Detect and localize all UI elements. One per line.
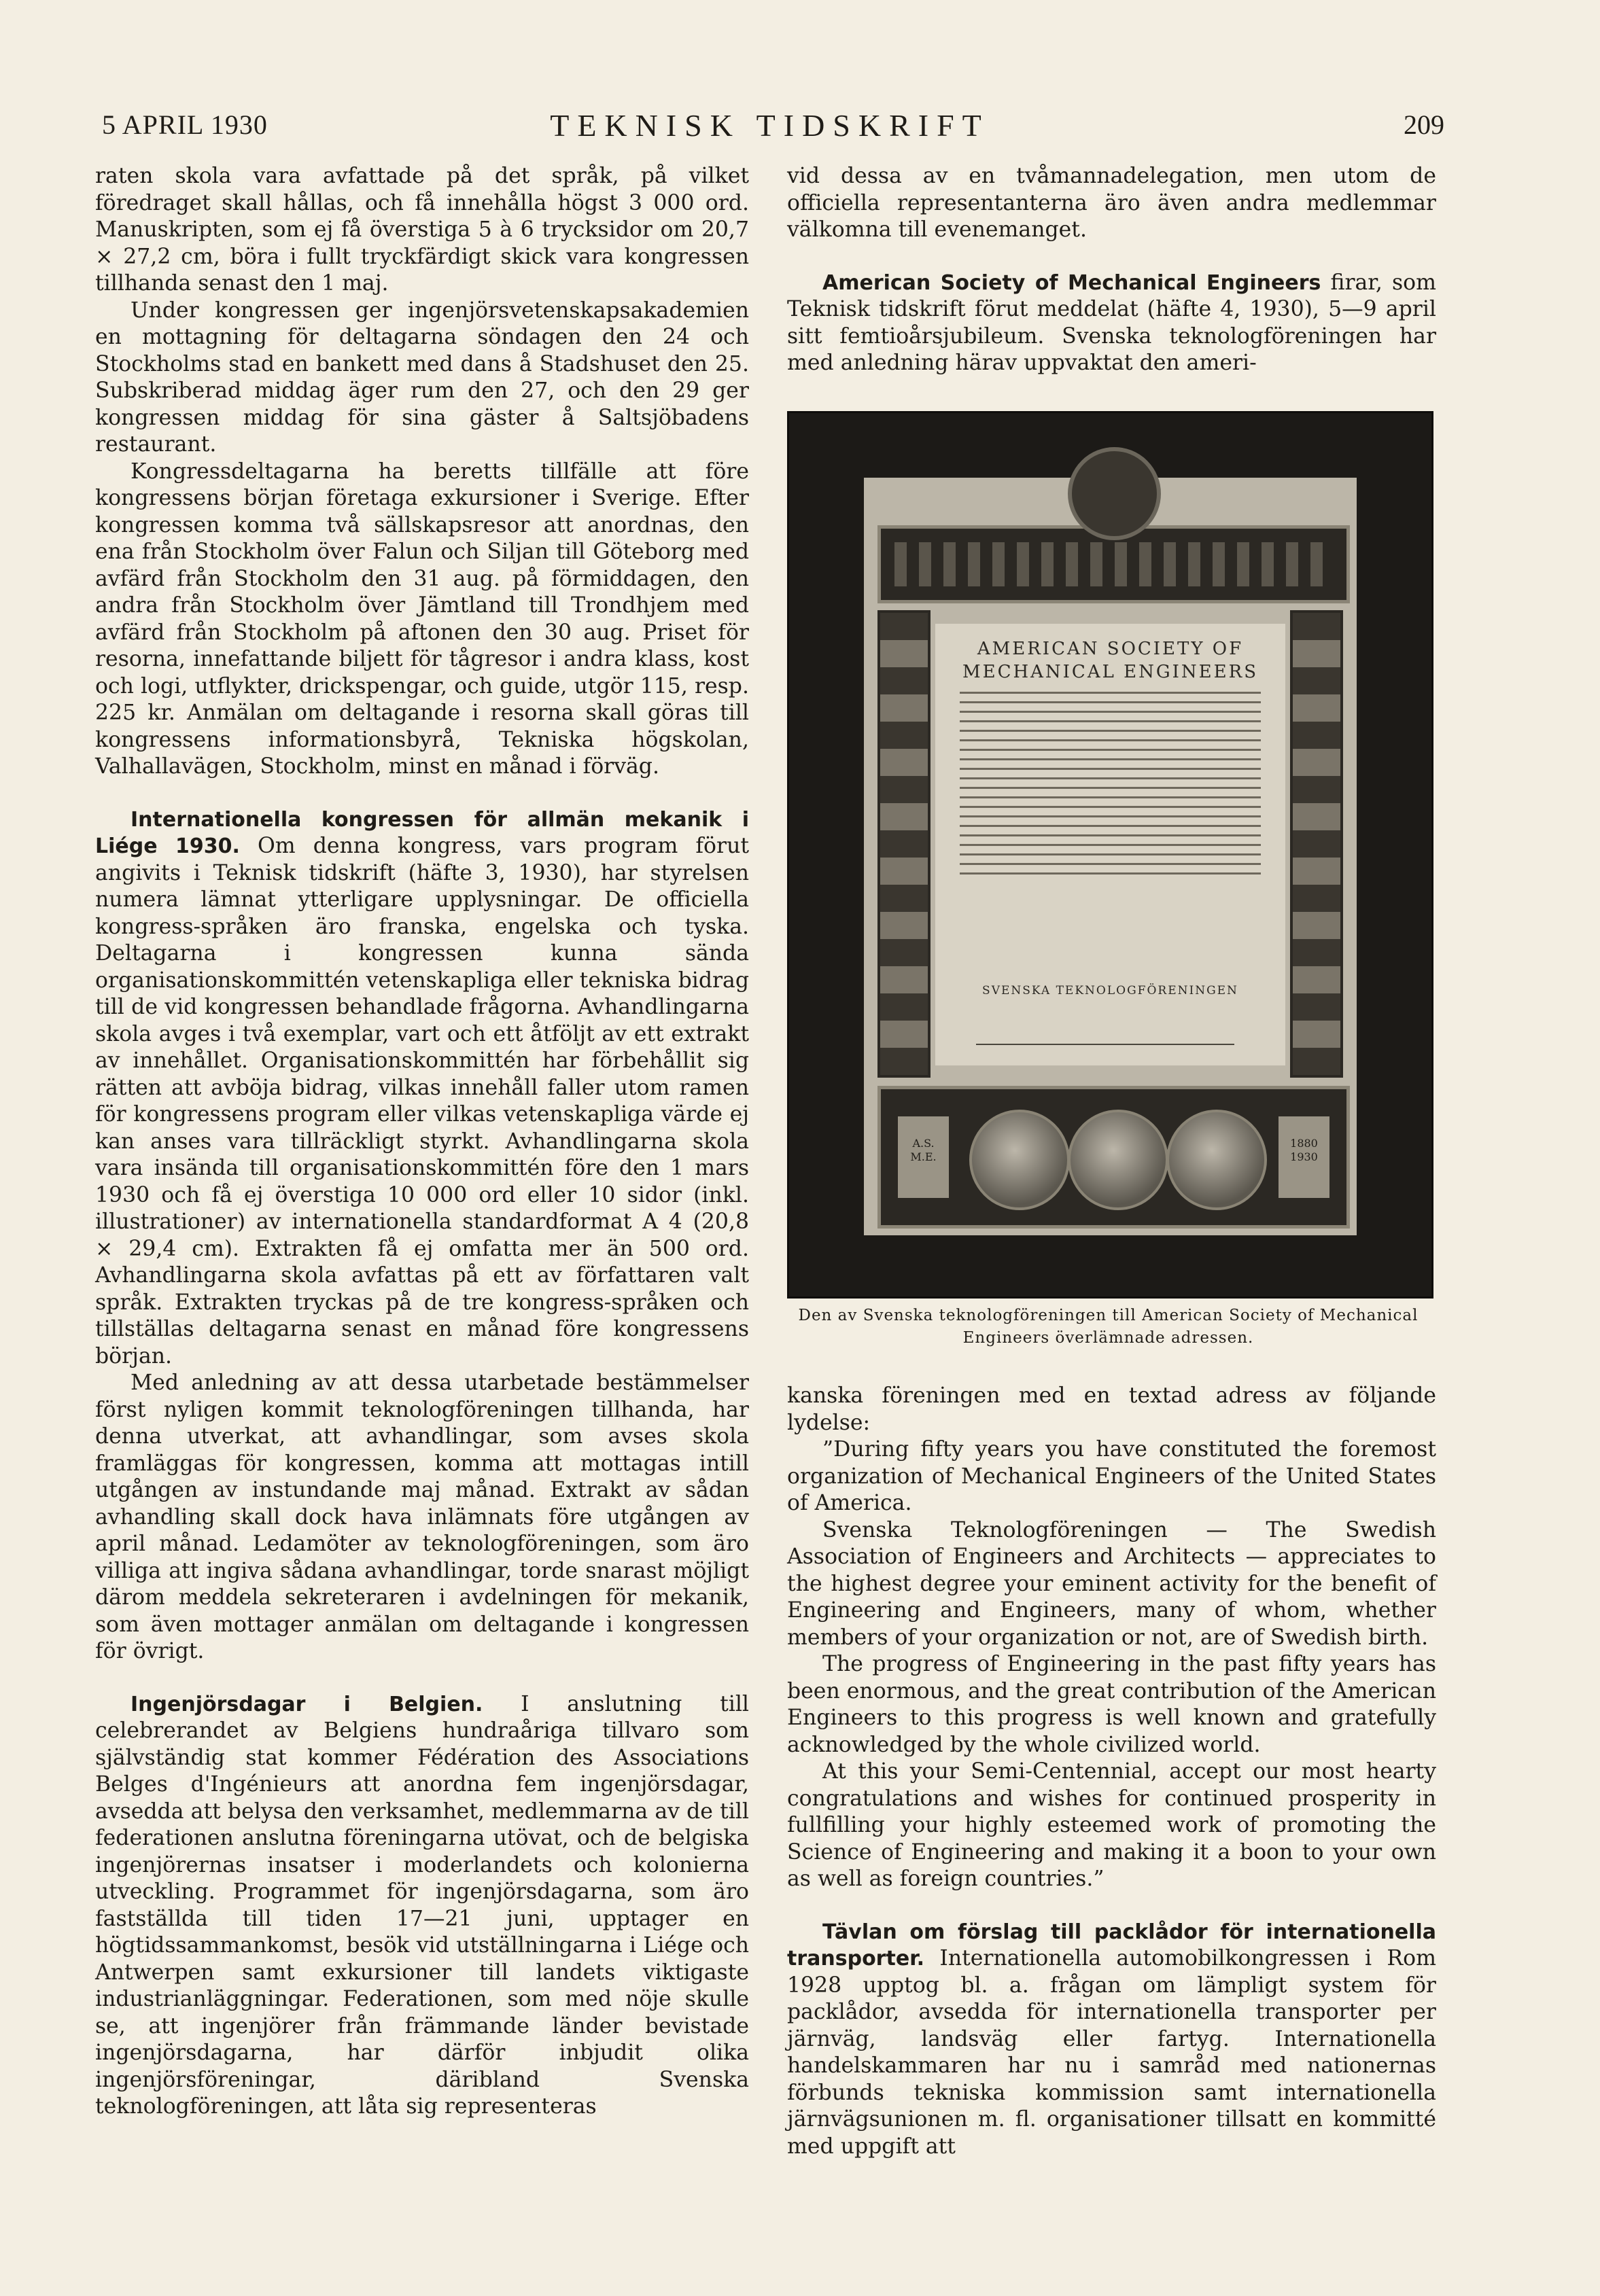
section-heading: Tävlan om förslag till packlådor för internationella transporter.	[787, 1920, 1436, 1971]
section-heading: Internationella kongressen för allmän mekanik i Liége 1930.	[95, 807, 749, 858]
portrait-medal	[1166, 1110, 1267, 1210]
paragraph: Med anledning av att dessa utarbetade bestämmelser först nyligen kommit teknologföreningen tillhanda, har denna utverkat, att avhandlingar, som avses skola framläggas för kongressen, komma att mottagas intill utgången av instundande maj månad. Extrakt av sådan avhandling skall dock hava inlämnats före utgången av april månad. Ledamöter av teknologföreningen, som äro villiga att ingiva sådana avhandlingar, torde snarast möjligt därom meddela sekreteraren i avdelningen för mekanik, som även mottager anmälan om deltagande i kongressen för övrigt.	[95, 1371, 749, 1663]
paragraph: At this your Semi-Centennial, accept our most hearty congratulations and wishes for continued prosperity in fullfilling your highly esteemed work of promoting the Science of Engineering and making it a boon to your own as well as foreign countries.”	[787, 1759, 1436, 1891]
section-body: Internationella automobilkongressen i Rom 1928 upptog bl. a. frågan om lämpligt system för packlådor, avsedda för internationella transporter per järnväg, landsväg eller fartyg. Internationella handelskammaren har nu i samråd med nationernas förbunds tekniska kommission samt internationella järnvägsunionen m. fl. organisationer tillsatt en kommitté med uppgift att	[787, 1946, 1436, 2159]
address-signoff: SVENSKA TEKNOLOGFÖRENINGEN	[982, 984, 1238, 997]
section-body: firar, som Teknisk tidskrift förut meddelat (häfte 4, 1930), 5—9 april sitt femtioårsjubileum. Svenska teknologföreningen har med anledning härav uppvaktat den ameri-	[787, 270, 1436, 375]
plaque-right: 1880 1930	[1279, 1116, 1329, 1198]
section-paragraph	[95, 807, 749, 1371]
paragraph: vid dessa av en tvåmannadelegation, men utom de officiella representanterna äro även andra medlemmar välkomna till evenemanget.	[787, 164, 1436, 242]
section-body: I anslutning till celebrerandet av Belgiens hundraåriga tillvaro som självständig stat kommer Fédération des Associations Belges d'Ingénieurs att anordna fem ingenjörsdagar, avsedda att belysa den verksamhet, medlemmarna av de till federationen anslutna föreningarna utövat, och de belgiska ingenjörernas insatser i moderlandets och kolonierna utveckling. Programmet för ingenjörsdagarna, som äro fastställda till tiden 17—21 juni, upptager en högtidssammankomst, besök vid utställningarna i Liége och Antwerpen samt exkursioner till landets viktigaste industrianläggningar. Federationen, som med nöje skulle se, att ingenjörer från främmande länder bevistade ingenjörsdagarna, har därför inbjudit olika ingenjörsföreningar, däribland Svenska teknologföreningen, att låta sig representeras	[95, 1691, 749, 2119]
signatures	[976, 996, 1234, 1045]
issue-date: 5 APRIL 1930	[102, 109, 268, 140]
portrait-medal	[969, 1110, 1070, 1210]
paragraph: Svenska Teknologföreningen — The Swedish Association of Engineers and Architects — appreciates to the highest degree your eminent activity for the benefit of Engineering and Engineers, many of whom, whether members of your organization or not, are of Swedish birth.	[787, 1517, 1436, 1650]
section-paragraph	[787, 270, 1436, 377]
plaque-left: A.S. M.E.	[898, 1116, 949, 1198]
paragraph: ”During fifty years you have constituted the foremost organization of Mechanical Engineers of the United States of America.	[787, 1437, 1436, 1515]
medallion	[1068, 447, 1161, 540]
ornamental-pillar-right	[1290, 610, 1343, 1078]
left-column	[95, 163, 749, 2121]
paragraph: raten skola vara avfattade på det språk, på vilket föredraget skall hållas, och få innehålla högst 3 000 ord. Manuskripten, som ej få överstiga 5 à 6 trycksidor om 20,7 × 27,2 cm, böra i fullt tryckfärdigt skick vara kongressen tillhanda senast den 1 maj.	[95, 164, 749, 296]
address-heading: AMERICAN SOCIETY OF MECHANICAL ENGINEERS	[962, 639, 1259, 682]
right-column-top	[787, 163, 1436, 377]
portrait-medal	[1068, 1110, 1168, 1210]
address-frame	[864, 478, 1357, 1235]
section-heading: Ingenjörsdagar i Belgien.	[131, 1692, 483, 1716]
page-header	[95, 102, 1444, 149]
paragraph: Kongressdeltagarna ha beretts tillfälle att före kongressens början företaga exkursioner i Sverige. Efter kongressen komma två sällskapsresor att anordnas, den ena från Stockholm över Falun och Siljan till Göteborg med avfärd från Stockholm den 31 aug. på förmiddagen, den andra från Stockholm över Jämtland till Trondhjem med avfärd från Stockholm på aftonen den 30 aug. Priset för resorna, innefattande biljett för tågresor i andra klass, kost och logi, utflykter, drickspengar, och guide, utgör 115, resp. 225 kr. Anmälan om deltagande i resorna skall göras till kongressens informationsbyrå, Tekniska högskolan, Valhallavägen, Stockholm, minst en månad i förväg.	[95, 459, 749, 779]
address-text-panel	[935, 624, 1285, 1065]
section-paragraph	[95, 1691, 749, 2121]
right-column-bottom	[787, 1383, 1436, 2160]
page-number: 209	[1404, 109, 1444, 140]
journal-title: TEKNISK TIDSKRIFT	[550, 108, 990, 143]
address-script-lines	[954, 692, 1266, 984]
figure-caption: Den av Svenska teknologföreningen till American Society of Mechanical Engineers överlämnade adressen.	[798, 1307, 1419, 1347]
paragraph: kanska föreningen med en textad adress av följande lydelse:	[787, 1383, 1436, 1435]
illuminated-address-photo	[787, 411, 1433, 1299]
paragraph: Under kongressen ger ingenjörsvetenskapsakademien en mottagning för deltagarna söndagen den 24 och Stockholms stad en bankett med dans å Stadshuset den 25. Subskriberad middag äger rum den 27, och den 29 ger kongressen middag för sina gäster å Saltsjöbadens restaurant.	[95, 298, 749, 457]
medal-band	[877, 1086, 1350, 1229]
section-body: Om denna kongress, vars program förut angivits i Teknisk tidskrift (häfte 3, 1930), har styrelsen numera lämnat ytterligare upplysningar. De officiella kongress-språken äro franska, engelska och tyska. Deltagarna i kongressen kunna sända organisationskommittén vetenskapliga eller tekniska bidrag till de vid kongressen behandlade frågorna. Avhandlingarna skola avges i två exemplar, vart och ett åtföljt av ett extrakt av innehållet. Organisationskommittén har förbehållit sig rätten att avböja bidrag, vilkas innehåll faller utom ramen för kongressens program eller vilkas vetenskapliga värde ej kan anses vara tillräckligt styrkt. Avhandlingarna skola vara insända till organisationskommittén före den 1 mars 1930 och få ej överstiga 10 000 ord eller 10 sidor (inkl. illustrationer) av internationella standardformat A 4 (20,8 × 29,4 cm). Extrakten få ej omfatta mer än 500 ord. Avhandlingarna skola avfattas på ett av författaren valt språk. Extrakten tryckas på de tre kongress-språken och tillställas deltagarna senast en månad före kongressens början.	[95, 834, 750, 1368]
paragraph: The progress of Engineering in the past fifty years has been enormous, and the great contribution of the American Engineers to this progress is well known and gratefully acknowledged by the whole civilized world.	[787, 1652, 1436, 1757]
section-heading: American Society of Mechanical Engineers	[822, 270, 1321, 295]
ornamental-pillar-left	[877, 610, 931, 1078]
section-paragraph	[787, 1919, 1436, 2161]
